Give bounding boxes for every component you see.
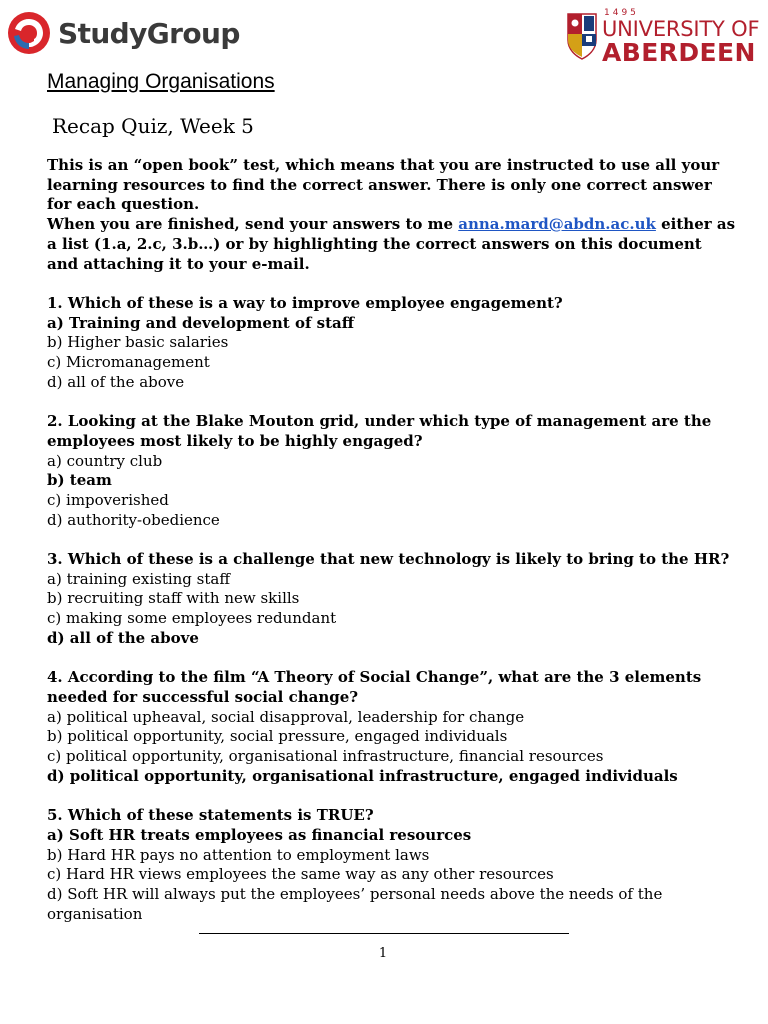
studygroup-logo-icon [7, 11, 51, 55]
answer-option: c) Micromanagement [47, 353, 210, 372]
submission-text-after: either as a list (1.a, 2.c, 3.b…) or by highlighting the correct answers on this document and attaching it to your e-mail. [47, 215, 736, 273]
question-text: 3. Which of these is a challenge that new technology is likely to bring to the HR? [47, 550, 730, 569]
footer-divider [199, 933, 569, 934]
answer-option: a) country club [47, 451, 163, 470]
question-text: 1. Which of these is a way to improve employee engagement? [47, 293, 563, 312]
university-name-line2: ABERDEEN [602, 38, 756, 67]
answer-option: c) Hard HR views employees the same way as any other resources [47, 865, 554, 884]
answer-option: c) making some employees redundant [47, 609, 337, 628]
university-wordmark [602, 8, 759, 66]
answer-option: d) all of the above [47, 372, 185, 391]
answer-option: c) impoverished [47, 490, 169, 509]
question-1 [47, 294, 737, 393]
university-logo [566, 8, 759, 66]
answer-option: d) Soft HR will always put the employees’ personal needs above the needs of the organisation [47, 884, 663, 923]
answer-option: a) training existing staff [47, 569, 231, 588]
question-2 [47, 412, 737, 530]
answer-option: b) Higher basic salaries [47, 333, 229, 352]
page-number: 1 [378, 946, 388, 961]
answer-option-correct: b) team [47, 471, 112, 490]
answer-option: b) recruiting staff with new skills [47, 589, 300, 608]
quiz-title: Recap Quiz, Week 5 [52, 114, 254, 138]
answer-option-correct: d) all of the above [47, 628, 199, 647]
answer-option: b) Hard HR pays no attention to employment laws [47, 845, 430, 864]
question-5 [47, 806, 737, 924]
studygroup-logo-text: StudyGroup [58, 16, 240, 50]
document-body [47, 156, 737, 924]
answer-option-correct: a) Soft HR treats employees as financial resources [47, 825, 472, 844]
submission-text-before: When you are finished, send your answers to me [47, 215, 459, 234]
answer-option: b) political opportunity, social pressure, engaged individuals [47, 727, 508, 746]
university-crest-icon [566, 10, 598, 60]
university-year: 1495 [604, 8, 639, 18]
answer-option-correct: d) political opportunity, organisational infrastructure, engaged individuals [47, 766, 678, 785]
question-3 [47, 550, 737, 649]
intro-paragraph: This is an “open book” test, which means that you are instructed to use all your learning resources to find the correct answer. There is only one correct answer for each question. [47, 156, 720, 214]
question-text: 4. According to the film “A Theory of Social Change”, what are the 3 elements needed for successful social change? [47, 668, 702, 706]
email-link[interactable]: anna.mard@abdn.ac.uk [458, 215, 656, 234]
question-text: 2. Looking at the Blake Mouton grid, under which type of management are the employees most likely to be highly engaged? [47, 412, 712, 450]
question-4 [47, 668, 737, 786]
answer-option: d) authority-obedience [47, 510, 220, 529]
university-name-line1: UNIVERSITY OF [602, 17, 760, 41]
header-logos [0, 0, 768, 70]
answer-option-correct: a) Training and development of staff [47, 313, 355, 332]
answer-option: c) political opportunity, organisational infrastructure, financial resources [47, 747, 604, 766]
answer-option: a) political upheaval, social disapproval, leadership for change [47, 707, 525, 726]
course-title: Managing Organisations [47, 70, 275, 93]
submission-instructions [47, 215, 737, 274]
studygroup-logo [7, 11, 240, 55]
question-text: 5. Which of these statements is TRUE? [47, 806, 374, 825]
